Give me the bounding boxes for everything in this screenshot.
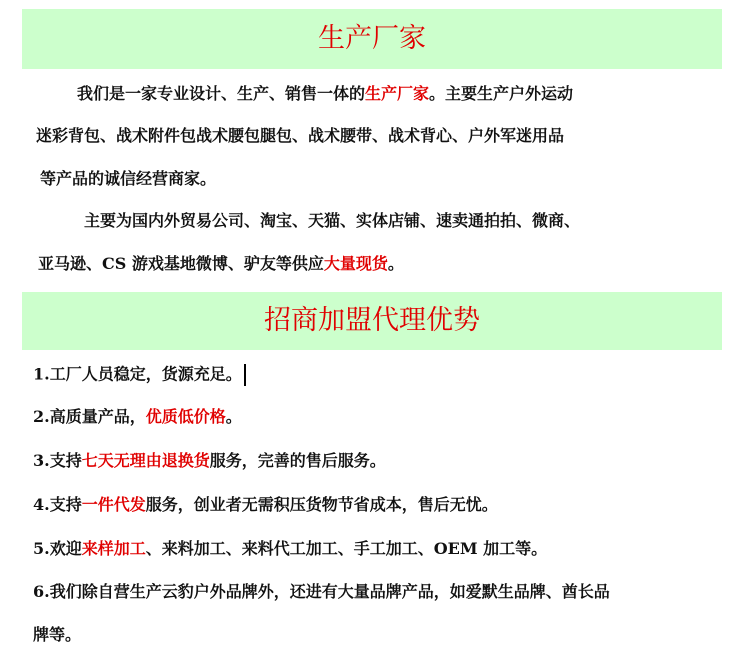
advantage-item: 6.我们除自营生产云豹户外品牌外，还进有大量品牌产品，如爱默生品牌、酋长品 xyxy=(33,582,610,601)
advantage-item: 1.工厂人员稳定，货源充足。 xyxy=(33,364,246,386)
highlight-text: 一件代发 xyxy=(81,495,146,514)
highlight-text: 优质低价格 xyxy=(145,407,226,426)
intro-line: 亚马逊、CS 游戏基地微博、驴友等供应大量现货。 xyxy=(38,254,404,273)
section-banner-advantages xyxy=(22,292,722,350)
intro-line: 等产品的诚信经营商家。 xyxy=(40,169,217,188)
intro-line: 我们是一家专业设计、生产、销售一体的生产厂家。主要生产户外运动 xyxy=(77,84,574,103)
advantage-item: 牌等。 xyxy=(33,625,82,644)
advantage-item: 5.欢迎来样加工、来料加工、来料代工加工、手工加工、OEM 加工等。 xyxy=(33,539,548,558)
intro-line: 主要为国内外贸易公司、淘宝、天猫、实体店铺、速卖通拍拍、微商、 xyxy=(84,211,581,230)
highlight-text: 生产厂家 xyxy=(365,84,430,103)
advantage-item: 2.高质量产品，优质低价格。 xyxy=(33,407,242,426)
highlight-text: 大量现货 xyxy=(323,254,388,273)
section-banner-manufacturer xyxy=(22,9,722,69)
section-title: 招商加盟代理优势 xyxy=(264,305,480,336)
section-title: 生产厂家 xyxy=(318,23,426,54)
highlight-text: 七天无理由退换货 xyxy=(81,451,210,470)
advantage-item: 4.支持一件代发服务，创业者无需积压货物节省成本，售后无忧。 xyxy=(33,495,498,514)
intro-line: 迷彩背包、战术附件包战术腰包腿包、战术腰带、战术背心、户外军迷用品 xyxy=(36,126,565,145)
advantage-item: 3.支持七天无理由退换货服务，完善的售后服务。 xyxy=(33,451,386,470)
text-cursor xyxy=(244,364,246,386)
highlight-text: 来样加工 xyxy=(81,539,146,558)
